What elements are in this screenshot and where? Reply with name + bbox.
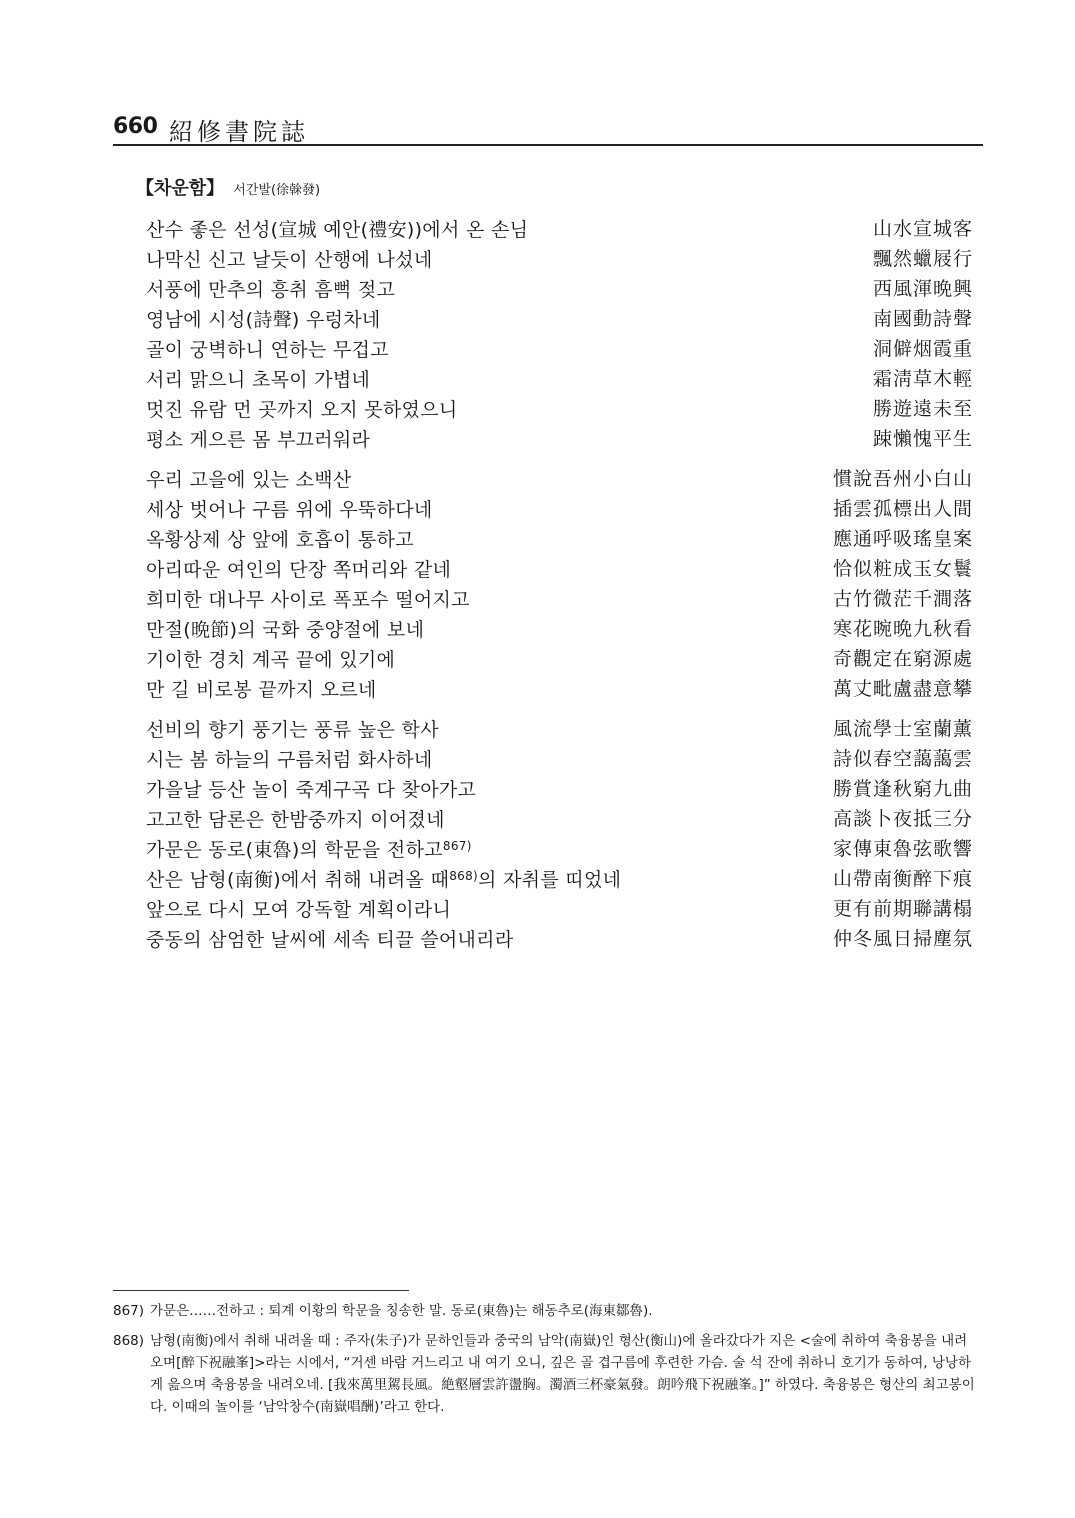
footnote-867 [113, 1300, 978, 1322]
stanza-1 [146, 211, 976, 451]
poem-line [146, 861, 976, 891]
poem-line [146, 891, 976, 921]
hanja-line: 古竹微茫千澗落 [832, 588, 973, 610]
hanja-line: 恰似粧成玉女鬟 [832, 558, 973, 580]
korean-text-cont: 의 자취를 띠었네 [478, 869, 622, 891]
korean-line: 서풍에 만추의 흥취 흠뻑 젖고 [146, 279, 396, 301]
poem-line [146, 611, 976, 641]
hanja-line: 家傳東魯弦歌響 [832, 838, 973, 860]
korean-line: 중동의 삼엄한 날씨에 세속 티끌 쓸어내리라 [146, 929, 514, 951]
korean-line: 앞으로 다시 모여 강독할 계획이라니 [146, 899, 452, 921]
korean-line: 세상 벗어나 구름 위에 우뚝하다네 [146, 499, 433, 521]
poem-line [146, 921, 976, 951]
poem-line [146, 671, 976, 701]
poem-line [146, 211, 976, 241]
footnote-number: 867) [113, 1303, 145, 1319]
hanja-line: 洞僻烟霞重 [872, 338, 973, 360]
korean-line: 서리 맑으니 초목이 가볍네 [146, 369, 371, 391]
hanja-line: 風流學士室蘭薰 [832, 718, 973, 740]
footnotes [113, 1300, 978, 1426]
poem-line [146, 521, 976, 551]
korean-line: 영남에 시성(詩聲) 우렁차네 [146, 309, 381, 331]
section-title: 【차운함】 [136, 178, 225, 199]
hanja-line: 山水宣城客 [872, 218, 973, 240]
korean-line: 평소 게으른 몸 부끄러워라 [146, 429, 371, 451]
footnote-text: 가문은……전하고 : 퇴계 이황의 학문을 칭송한 말. 동로(東魯)는 해동추로(海東鄒魯). [150, 1303, 653, 1319]
poem-line [146, 391, 976, 421]
hanja-line: 寒花晼晩九秋看 [832, 618, 973, 640]
hanja-line: 仲冬風日掃塵氛 [832, 928, 973, 950]
korean-line: 멋진 유람 먼 곳까지 오지 못하였으니 [146, 399, 458, 421]
poem-line [146, 581, 976, 611]
hanja-line: 霜淸草木輕 [872, 368, 973, 390]
hanja-line: 南國動詩聲 [872, 308, 973, 330]
poem-line [146, 711, 976, 741]
korean-text: 산은 남형(南衡)에서 취해 내려올 때 [146, 869, 450, 891]
korean-line: 기이한 경치 계곡 끝에 있기에 [146, 649, 396, 671]
hanja-line: 萬丈毗盧盡意攀 [832, 678, 973, 700]
header-rule [113, 144, 983, 146]
poem-line [146, 361, 976, 391]
footnote-rule [113, 1290, 409, 1291]
hanja-line: 插雲孤標出人間 [832, 498, 973, 520]
footnote-text: 남형(南衡)에서 취해 내려올 때 : 주자(朱子)가 문하인들과 중국의 남악(南嶽)인 형산(衡山)에 올라갔다가 지은 <술에 취하여 축융봉을 내려오며[醉下祝融峯]>라는 시에서, “거센 바람 거느리고 내 여기 오니, 깊은 골 겹구름에 후련한 가슴. 술 석 잔에 취하니 호기가 동하여, 낭낭하게 읊으며 축융봉을 내려오네. [我來萬里駕長風。絶壑層雲許盪胸。濁酒三杯豪氣發。朗吟飛下祝融峯。]” 하였다. 축융봉은 형산의 최고봉이다. 이때의 놀이를 ‘남악창수(南嶽唱酬)’라고 한다. [150, 1333, 975, 1415]
hanja-line: 詩似春空藹藹雲 [832, 748, 973, 770]
korean-line: 만절(晩節)의 국화 중양절에 보네 [146, 619, 425, 641]
poem-line [146, 551, 976, 581]
footnote-ref-867[interactable]: 867) [442, 839, 472, 853]
korean-line: 골이 궁벽하니 연하는 무겁고 [146, 339, 389, 361]
book-title: 紹修書院誌 [169, 118, 309, 146]
poem-line [146, 301, 976, 331]
korean-line [146, 835, 472, 862]
korean-line: 선비의 향기 풍기는 풍류 높은 학사 [146, 719, 439, 741]
hanja-line: 更有前期聯講榻 [832, 898, 973, 920]
stanza-2 [146, 461, 976, 701]
korean-line: 희미한 대나무 사이로 폭포수 떨어지고 [146, 589, 470, 611]
poem-line [146, 741, 976, 771]
hanja-line: 奇觀定在窮源處 [832, 648, 973, 670]
poem-line [146, 491, 976, 521]
hanja-line: 勝遊遠未至 [872, 398, 973, 420]
korean-line: 나막신 신고 날듯이 산행에 나섰네 [146, 249, 433, 271]
korean-line: 고고한 담론은 한밤중까지 이어졌네 [146, 809, 445, 831]
korean-line: 만 길 비로봉 끝까지 오르네 [146, 679, 377, 701]
hanja-line: 飄然蠟屐行 [872, 248, 973, 270]
hanja-line: 山帶南衡醉下痕 [832, 868, 973, 890]
hanja-line: 應通呼吸瑤皇案 [832, 528, 973, 550]
poem [146, 211, 976, 961]
poem-line [146, 801, 976, 831]
hanja-line: 踈懶愧平生 [872, 428, 973, 450]
poem-line [146, 831, 976, 861]
korean-line: 아리따운 여인의 단장 쪽머리와 같네 [146, 559, 452, 581]
hanja-line: 高談卜夜抵三分 [832, 808, 973, 830]
poem-line [146, 641, 976, 671]
poem-line [146, 241, 976, 271]
footnote-ref-868[interactable]: 868) [449, 869, 479, 883]
poem-line [146, 331, 976, 361]
korean-line: 시는 봄 하늘의 구름처럼 화사하네 [146, 749, 433, 771]
korean-line: 가을날 등산 놀이 죽계구곡 다 찾아가고 [146, 779, 477, 801]
page-number: 660 [113, 114, 158, 139]
poem-line [146, 461, 976, 491]
poem-line [146, 271, 976, 301]
korean-line [146, 865, 621, 892]
hanja-line: 西風渾晩興 [872, 278, 973, 300]
section-heading [136, 174, 320, 200]
korean-line: 산수 좋은 선성(宣城 예안(禮安))에서 온 손님 [146, 219, 529, 241]
page-header [113, 112, 983, 148]
stanza-3 [146, 711, 976, 951]
poem-line [146, 771, 976, 801]
korean-text: 가문은 동로(東魯)의 학문을 전하고 [146, 839, 443, 861]
hanja-line: 慣說吾州小白山 [832, 468, 973, 490]
korean-line: 우리 고을에 있는 소백산 [146, 469, 352, 491]
footnote-868 [113, 1330, 978, 1418]
korean-line: 옥황상제 상 앞에 호흡이 통하고 [146, 529, 414, 551]
poem-line [146, 421, 976, 451]
footnote-number: 868) [113, 1333, 145, 1349]
section-author: 서간발(徐榦發) [233, 183, 321, 198]
hanja-line: 勝賞逢秋窮九曲 [832, 778, 973, 800]
